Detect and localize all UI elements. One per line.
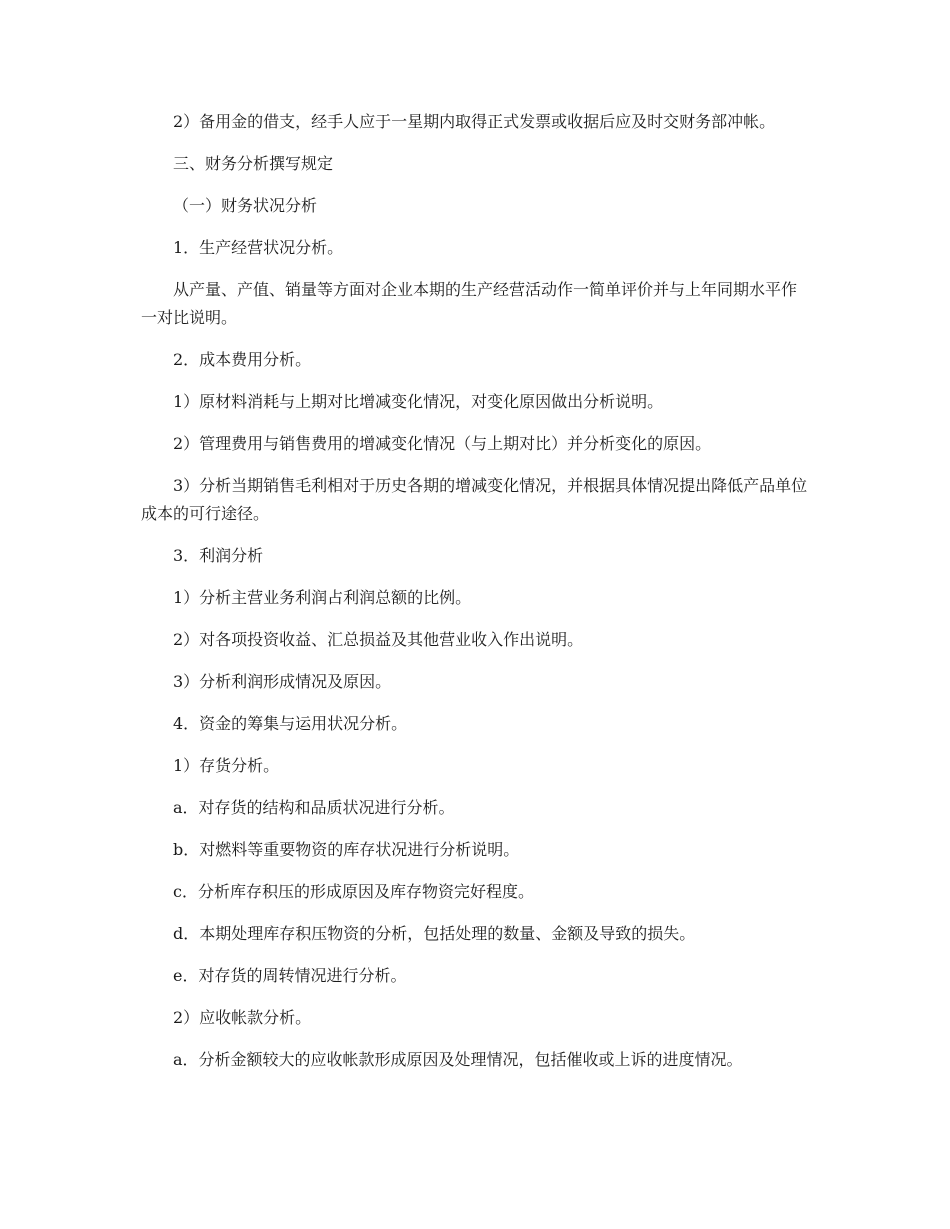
item-heading-cost: 2．成本费用分析。 xyxy=(173,350,312,369)
paragraph-production-detail: 从产量、产值、销量等方面对企业本期的生产经营活动作一简单评价并与上年同期水平作一对比说明。 xyxy=(141,280,798,327)
list-item-investment-income: 2）对各项投资收益、汇总损益及其他营业收入作出说明。 xyxy=(173,630,584,649)
list-item-profit-formation: 3）分析利润形成情况及原因。 xyxy=(173,672,392,691)
item-heading-profit: 3．利润分析 xyxy=(173,546,264,565)
list-item-raw-material: 1）原材料消耗与上期对比增减变化情况，对变化原因做出分析说明。 xyxy=(173,392,664,411)
list-item-inventory-d: d．本期处理库存积压物资的分析，包括处理的数量、金额及导致的损失。 xyxy=(173,924,696,943)
list-item-inventory: 1）存货分析。 xyxy=(173,756,280,775)
list-item-receivables-a: a．分析金额较大的应收帐款形成原因及处理情况，包括催收或上诉的进度情况。 xyxy=(173,1050,743,1069)
subsection-heading-financial-status: （一）财务状况分析 xyxy=(173,196,318,215)
list-item-main-business-profit: 1）分析主营业务利润占利润总额的比例。 xyxy=(173,588,472,607)
list-item-management-fee: 2）管理费用与销售费用的增减变化情况（与上期对比）并分析变化的原因。 xyxy=(173,434,712,453)
document-body xyxy=(141,108,811,1074)
list-item-inventory-e: e．对存货的周转情况进行分析。 xyxy=(173,966,407,985)
section-heading-financial-analysis: 三、财务分析撰写规定 xyxy=(173,154,334,173)
list-item-receivables: 2）应收帐款分析。 xyxy=(173,1008,312,1027)
list-item-inventory-b: b．对燃料等重要物资的库存状况进行分析说明。 xyxy=(173,840,520,859)
item-heading-funds: 4．资金的筹集与运用状况分析。 xyxy=(173,714,408,733)
list-item-inventory-a: a．对存货的结构和品质状况进行分析。 xyxy=(173,798,455,817)
list-item-inventory-c: c．分析库存积压的形成原因及库存物资完好程度。 xyxy=(173,882,534,901)
paragraph-petty-cash: 2）备用金的借支，经手人应于一星期内取得正式发票或收据后应及时交财务部冲帐。 xyxy=(173,112,776,131)
item-heading-production: 1．生产经营状况分析。 xyxy=(173,238,344,257)
list-item-gross-profit: 3）分析当期销售毛利相对于历史各期的增减变化情况，并根据具体情况提出降低产品单位成本的可行途径。 xyxy=(141,476,808,523)
